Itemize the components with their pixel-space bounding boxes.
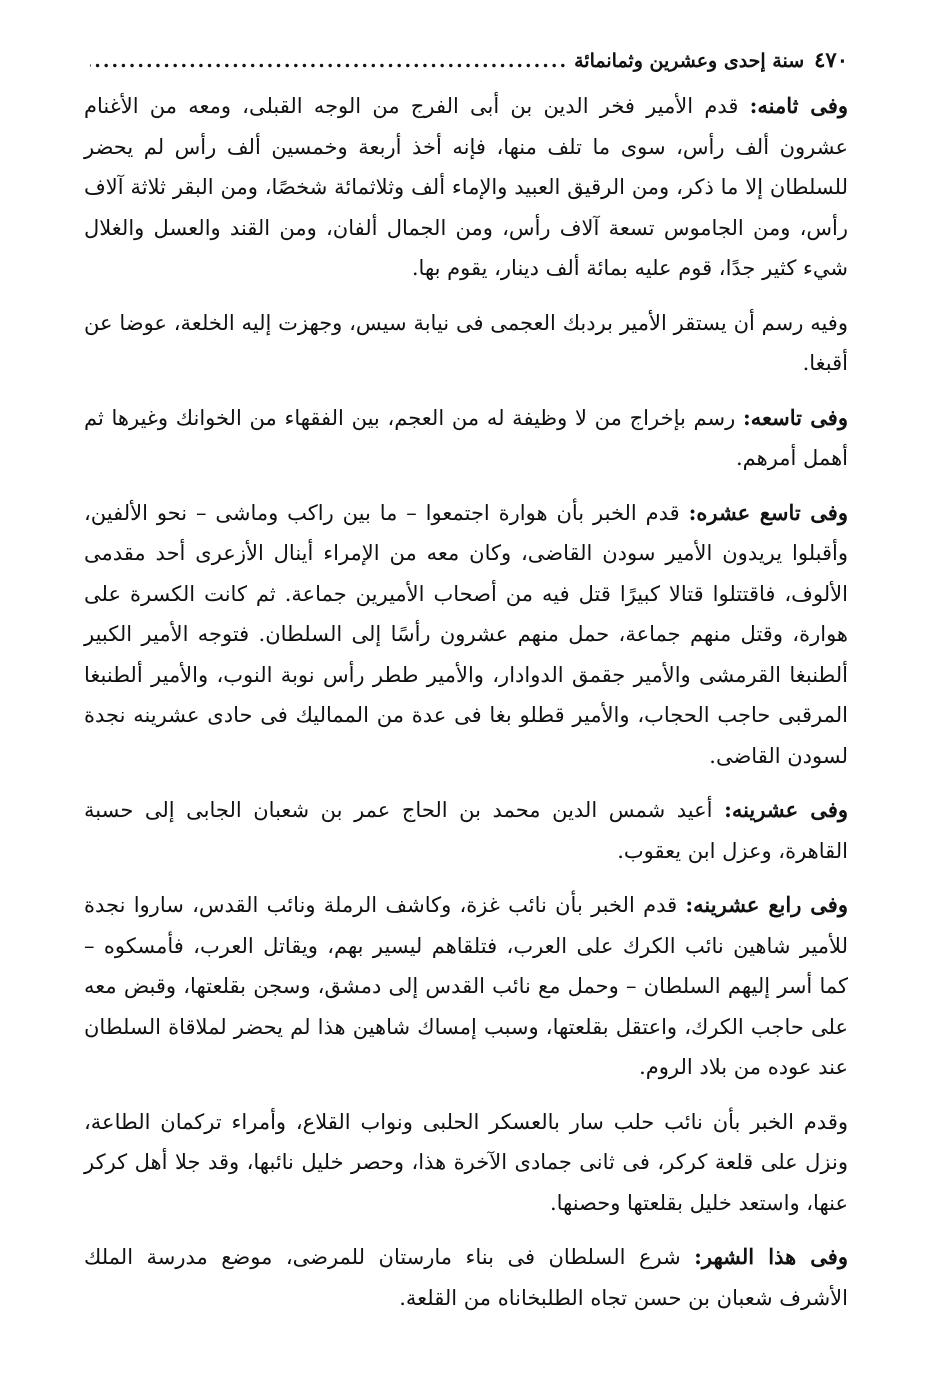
paragraph-lead: وفى ثامنه: bbox=[749, 93, 848, 118]
paragraph-text: قدم الأمير فخر الدين بن أبى الفرج من الوجه القبلى، ومعه من الأغنام عشرون ألف رأس، سوى ما تلف منها، فإنه أخذ أربعة وخمسين ألف رأس لم يحضر للسلطان إلا ما ذكر، ومن الرقيق العبيد والإماء ألف وثلاثمائة شخصًا، ومن البقر ثلاثة آلاف رأس، ومن الجاموس تسعة آلاف رأس، ومن الجمال ألفان، ومن القند والعسل والغلال شيء كثير جدًا، قوم عليه بمائة ألف دينار، يقوم بها. bbox=[84, 94, 848, 280]
paragraph bbox=[84, 303, 848, 384]
paragraph-text: وقدم الخبر بأن نائب حلب سار بالعسكر الحلبى ونواب القلاع، وأمراء تركمان الطاعة، ونزل على قلعة كركر، فى ثانى جمادى الآخرة هذا، وحصر خليل نائبها، وقد جلا أهل كركر عنها، واستعد خليل بقلعتها وحصنها. bbox=[84, 1109, 848, 1215]
paragraph-lead: وفى تاسعه: bbox=[742, 404, 848, 430]
paragraph bbox=[84, 790, 848, 871]
paragraph-text: وفيه رسم أن يستقر الأمير بردبك العجمى فى نيابة سيس، وجهزت إليه الخلعة، عوضا عن أقبغا. bbox=[84, 310, 848, 375]
document-page bbox=[84, 40, 848, 1332]
paragraph-text: أعيد شمس الدين محمد بن الحاج عمر بن شعبان الجابى إلى حسبة القاهرة، وعزل ابن يعقوب. bbox=[84, 798, 848, 863]
paragraph bbox=[84, 1102, 848, 1224]
paragraph bbox=[84, 398, 848, 479]
paragraph bbox=[84, 885, 848, 1088]
paragraph-lead: وفى رابع عشرينه: bbox=[685, 892, 848, 917]
paragraph-text: رسم بإخراج من لا وظيفة له من العجم، بين الفقهاء من الخوانك وغيرها ثم أهمل أمرهم. bbox=[84, 405, 848, 470]
paragraph-lead: وفى تاسع عشره: bbox=[688, 499, 848, 525]
paragraph bbox=[84, 86, 848, 289]
paragraph-lead: وفى هذا الشهر: bbox=[694, 1244, 848, 1269]
paragraph-lead: وفى عشرينه: bbox=[724, 797, 848, 822]
paragraph bbox=[84, 493, 848, 777]
running-head bbox=[84, 40, 848, 80]
running-title: سنة إحدى وعشرين وثمانمائة bbox=[574, 50, 805, 72]
dot-leader bbox=[90, 41, 568, 81]
paragraph-text: قدم الخبر بأن هوارة اجتمعوا – ما بين راكب وماشى – نحو الألفين، وأقبلوا يريدون الأمير سودن القاضى، وكان معه من الإمراء أينال الأزعرى أحد مقدمى الألوف، فاقتتلوا قتالا كبيرًا قتل فيه من أصحاب الأميرين جماعة. ثم كانت الكسرة على هوارة، وقتل منهم جماعة، حمل منهم عشرون رأسًا إلى السلطان. فتوجه الأمير الكبير ألطنبغا القرمشى والأمير جقمق الدوادار، والأمير ططر رأس نوبة النوب، والأمير ألطنبغا المرقبى حاجب الحجاب، والأمير قطلو بغا فى عدة من المماليك فى حادى عشرينه نجدة لسودن القاضى. bbox=[84, 500, 848, 768]
paragraph bbox=[84, 1237, 848, 1318]
paragraph-text: شرع السلطان فى بناء مارستان للمرضى، موضع مدرسة الملك الأشرف شعبان بن حسن تجاه الطلبخاناه من القلعة. bbox=[84, 1245, 848, 1310]
paragraph-text: قدم الخبر بأن نائب غزة، وكاشف الرملة ونائب القدس، ساروا نجدة للأمير شاهين نائب الكرك على العرب، فتلقاهم ليسير بهم، ويقاتل العرب، فأمسكوه – كما أسر إليهم السلطان – وحمل مع نائب القدس إلى دمشق، وسجن بقلعتها، وقبض معه على حاجب الكرك، واعتقل بقلعتها، وسبب إمساك شاهين هذا لم يحضر لملاقاة السلطان عند عوده من بلاد الروم. bbox=[84, 893, 848, 1079]
page-number: ٤٧٠ bbox=[814, 47, 848, 72]
